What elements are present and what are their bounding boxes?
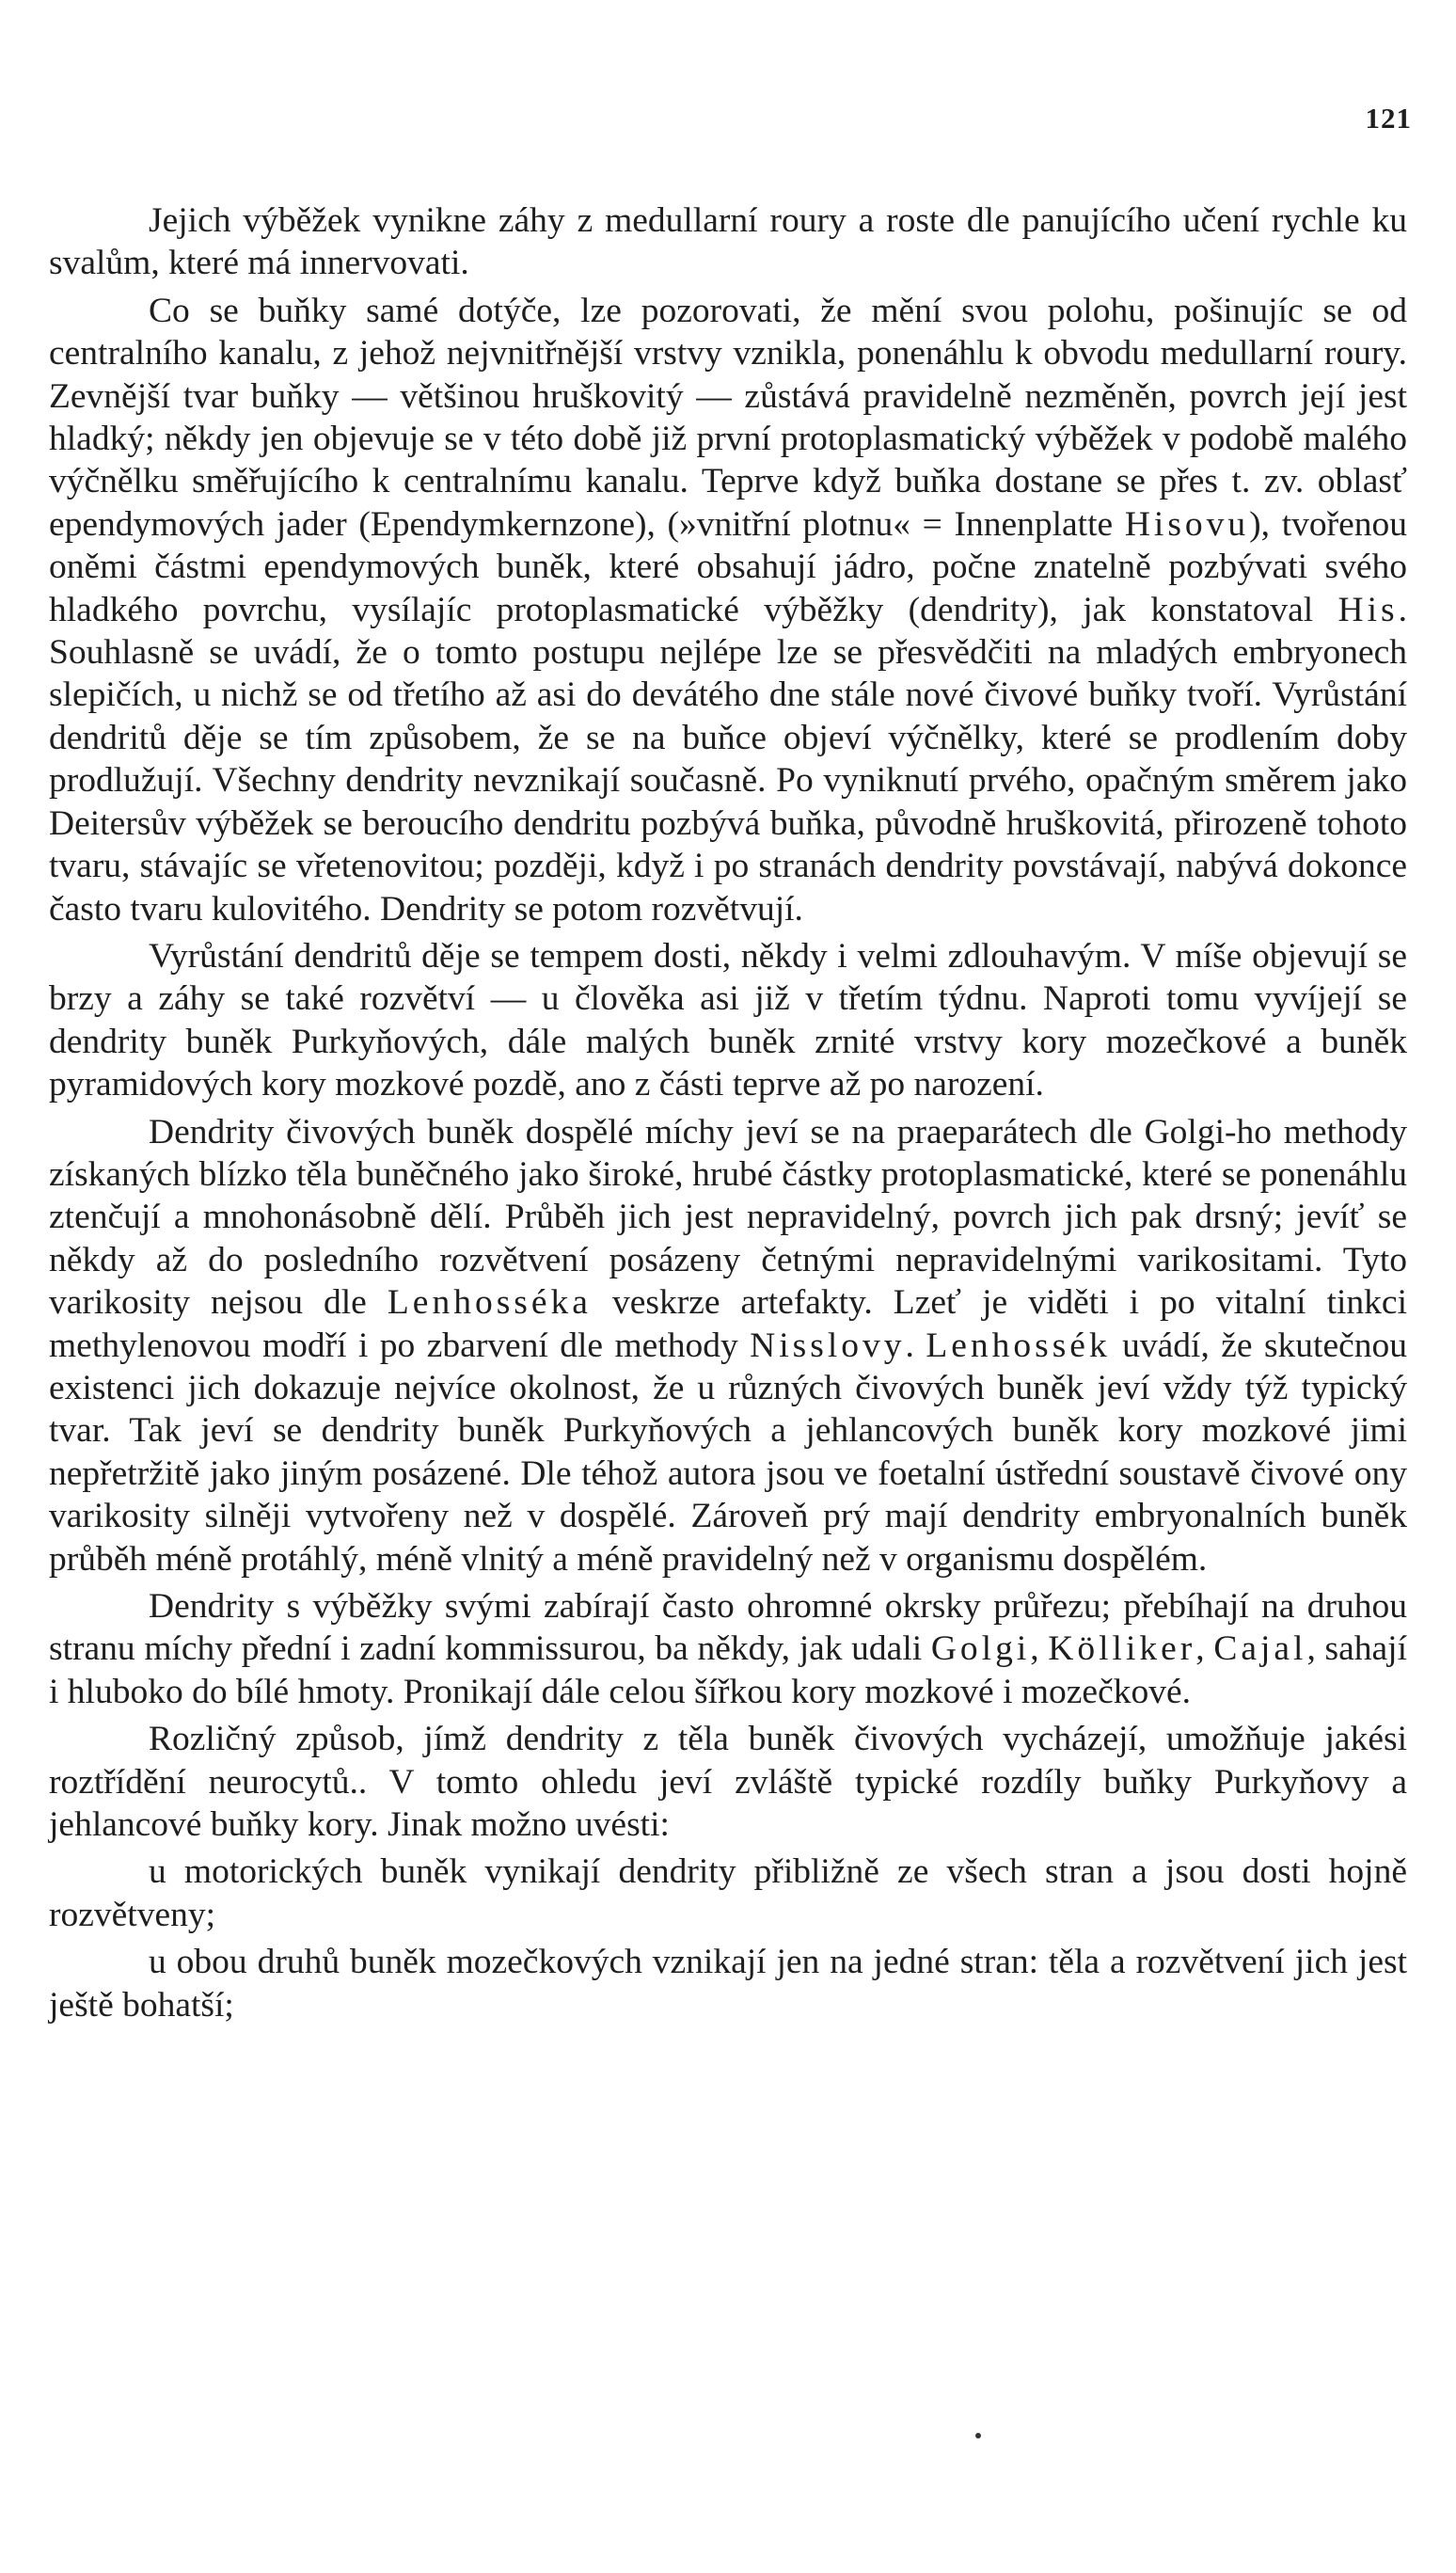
author-name: Nisslovy: [750, 1326, 906, 1365]
text-segment: ,: [1195, 1629, 1214, 1669]
paragraph: [49, 1850, 1407, 1936]
text-segment: u obou druhů buněk mozečkových vznikají jen na jedné stran: těla a rozvětvení jich jest ještě bohatší;: [49, 1943, 1407, 2025]
paragraph: [49, 199, 1407, 285]
text-segment: veskrze artefakty. Lzeť je viděti i po vitalní tinkci methylenovou modří i po zbarvení dle methody: [49, 1283, 1407, 1365]
body-text: [49, 199, 1407, 2031]
text-segment: Dendrity čivových buněk dospělé míchy jeví se na praeparátech dle Golgi-ho methody získaných blízko těla buněčného jako široké, hrubé částky protoplasmatické, které se ponenáhlu ztenčují a mnohonásobně dělí. Průběh jich jest nepravidelný, povrch jich pak drsný; jevíť se někdy až do posledního rozvětvení posázeny četnými nepravidelnými varikositami. Tyto varikosity nejsou dle: [49, 1112, 1407, 1323]
paragraph: [49, 1718, 1407, 1846]
text-segment: ), tvořenou oněmi částmi ependymových buněk, které obsahují jádro, počne znatelně pozbývati svého hladkého povrchu, vysílajíc protoplasmatické výběžky (dendrity), jak konstatoval: [49, 504, 1407, 629]
paragraph: [49, 935, 1407, 1106]
text-segment: Rozličný způsob, jímž dendrity z těla buněk čivových vycházejí, umožňuje jakési roztřídění neurocytů.. V tomto ohledu jeví zvláště typické rozdíly buňky Purkyňovy a jehlancové buňky kory. Jinak možno uvésti:: [49, 1720, 1407, 1845]
text-segment: ,: [1030, 1629, 1049, 1669]
author-name: Cajal: [1213, 1629, 1307, 1669]
author-name: Lenhosséka: [387, 1283, 592, 1323]
text-segment: u motorických buněk vynikají dendrity přibližně ze všech stran a jsou dosti hojně rozvětveny;: [49, 1852, 1407, 1934]
author-name: His: [1337, 590, 1399, 629]
paragraph: [49, 1585, 1407, 1713]
text-segment: Vyrůstání dendritů děje se tempem dosti, někdy i velmi zdlouhavým. V míše objevují se brzy a záhy se také rozvětví — u člověka asi již v třetím týdnu. Naproti tomu vyvíjejí se dendrity buněk Purkyňových, dále malých buněk zrnité vrstvy kory mozečkové a buněk pyramidových kory mozkové pozdě, ano z části teprve až po narození.: [49, 936, 1407, 1104]
text-segment: Dendrity s výběžky svými zabírají často ohromné okrsky průřezu; přebíhají na druhou stranu míchy přední i zadní kommissurou, ba někdy, jak udali: [49, 1587, 1407, 1669]
text-segment: Jejich výběžek vynikne záhy z medullarní roury a roste dle panujícího učení rychle ku svalům, které má innervovati.: [49, 201, 1407, 283]
text-segment: .: [905, 1326, 926, 1365]
print-speck: [975, 2433, 981, 2438]
text-segment: . Souhlasně se uvádí, že o tomto postupu nejlépe lze se přesvědčiti na mladých embryonech slepičích, u nichž se od třetího až asi do devátého dne stále nové čivové buňky tvoří. Vyrůstání dendritů děje se tím způsobem, že se na buňce objeví výčnělky, které se prodlením doby prodlužují. Všechny dendrity nevznikají současně. Po vyniknutí prvého, opačným směrem jako Deitersův výběžek se beroucího dendritu pozbývá buňka, původně hruškovitá, přirozeně tohoto tvaru, stávajíc se vřetenovitou; později, když i po stranách dendrity povstávají, nabývá dokonce často tvaru kulovitého. Dendrity se potom rozvětvují.: [49, 590, 1407, 929]
text-segment: Co se buňky samé dotýče, lze pozorovati, že mění svou polohu, pošinujíc se od centralního kanalu, z jehož nejvnitřnější vrstvy vznikla, ponenáhlu k obvodu medullarní roury. Zevnější tvar buňky — většinou hruškovitý — zůstává pravidelně nezměněn, povrch její jest hladký; někdy jen objevuje se v této době již první protoplasmatický výběžek v podobě malého výčnělku směřujícího k centralnímu kanalu. Teprve když buňka dostane se přes t. zv. oblasť ependymových jader (Ependymkernzone), (»vnitřní plotnu« = Innenplatte: [49, 291, 1407, 544]
paragraph: [49, 1111, 1407, 1580]
text-segment: , sahají i hluboko do bílé hmoty. Pronikají dále celou šířkou kory mozkové i mozečkové.: [49, 1629, 1407, 1711]
author-name: Lenhossék: [926, 1326, 1111, 1365]
paragraph: [49, 290, 1407, 930]
author-name: Golgi: [930, 1629, 1031, 1669]
page-number: 121: [1365, 102, 1412, 135]
text-segment: uvádí, že skutečnou existenci jich dokazuje nejvíce okolnost, že u různých čivových buněk jeví vždy týž typický tvar. Tak jeví se dendrity buněk Purkyňových a jehlancových buněk kory mozkové jimi nepřetržitě jako jiným posázené. Dle téhož autora jsou ve foetalní ústřední soustavě čivové ony varikosity silněji vytvořeny než v dospělé. Zároveň prý mají dendrity embryonalních buněk průběh méně protáhlý, méně vlnitý a méně pravidelný než v organismu dospělém.: [49, 1326, 1408, 1579]
paragraph: [49, 1941, 1407, 2026]
author-name: Hisovu: [1124, 504, 1250, 544]
author-name: Kölliker: [1048, 1629, 1196, 1669]
